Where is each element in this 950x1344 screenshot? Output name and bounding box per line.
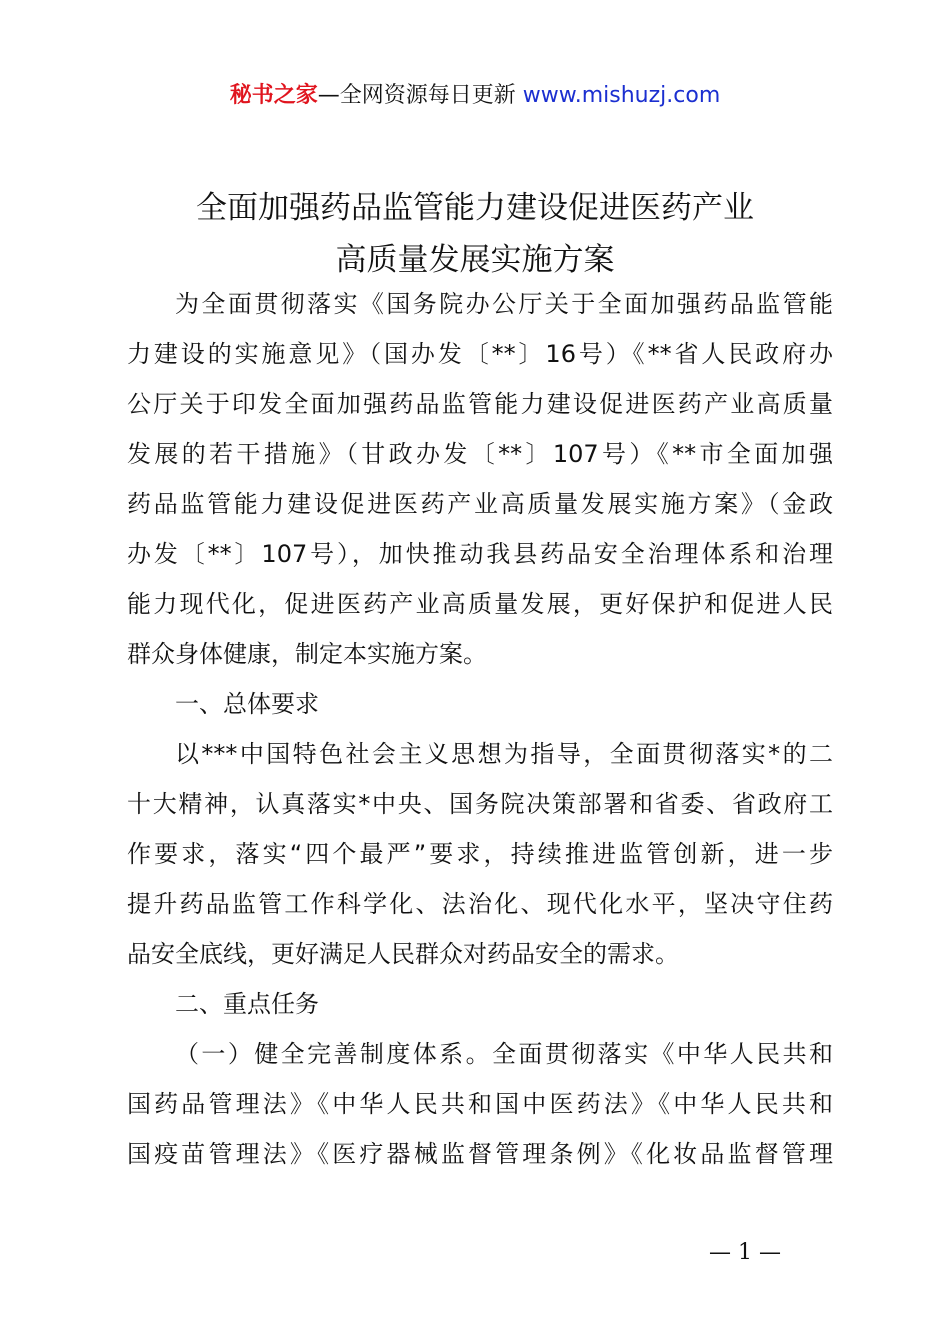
paragraph-line: 药品监管能力建设促进医药产业高质量发展实施方案》（金政 bbox=[127, 490, 833, 518]
paragraph-line: 发展的若干措施》（甘政办发〔**〕107号）《**市全面加强 bbox=[127, 440, 833, 468]
paragraph-line: 国疫苗管理法》《医疗器械监督管理条例》《化妆品监督管理 bbox=[127, 1140, 833, 1168]
document-title bbox=[0, 182, 950, 286]
brand-name: 秘书之家 bbox=[229, 83, 318, 108]
paragraph-line: 提升药品监管工作科学化、法治化、现代化水平，坚决守住药 bbox=[127, 890, 833, 918]
paragraph-line: 能力现代化，促进医药产业高质量发展，更好保护和促进人民 bbox=[127, 590, 833, 618]
paragraph-line: （一）健全完善制度体系。全面贯彻落实《中华人民共和 bbox=[175, 1040, 833, 1068]
paragraph-line: 品安全底线，更好满足人民群众对药品安全的需求。 bbox=[127, 940, 679, 968]
paragraph-line: 力建设的实施意见》（国办发〔**〕16号）《**省人民政府办 bbox=[127, 340, 833, 368]
site-url-link[interactable]: www.mishuzj.com bbox=[522, 83, 721, 108]
paragraph-line: 为全面贯彻落实《国务院办公厅关于全面加强药品监管能 bbox=[175, 290, 833, 318]
paragraph-line: 以***中国特色社会主义思想为指导，全面贯彻落实*的二 bbox=[175, 740, 833, 768]
title-line-1: 全面加强药品监管能力建设促进医药产业 bbox=[196, 190, 754, 226]
page-number: — 1 — bbox=[709, 1240, 781, 1265]
paragraph-line: 国药品管理法》《中华人民共和国中医药法》《中华人民共和 bbox=[127, 1090, 833, 1118]
section-heading: 一、总体要求 bbox=[175, 690, 319, 718]
section-heading: 二、重点任务 bbox=[175, 990, 319, 1018]
paragraph-line: 公厅关于印发全面加强药品监管能力建设促进医药产业高质量 bbox=[127, 390, 833, 418]
header-tagline: —全网资源每日更新 bbox=[317, 83, 523, 108]
site-header-banner bbox=[0, 80, 950, 112]
paragraph-line: 十大精神，认真落实*中央、国务院决策部署和省委、省政府工 bbox=[127, 790, 833, 818]
paragraph-line: 群众身体健康，制定本实施方案。 bbox=[127, 640, 487, 668]
title-line-2: 高质量发展实施方案 bbox=[335, 242, 615, 278]
paragraph-line: 办发〔**〕107号），加快推动我县药品安全治理体系和治理 bbox=[127, 540, 833, 568]
paragraph-line: 作要求，落实“四个最严”要求，持续推进监管创新，进一步 bbox=[127, 840, 833, 868]
